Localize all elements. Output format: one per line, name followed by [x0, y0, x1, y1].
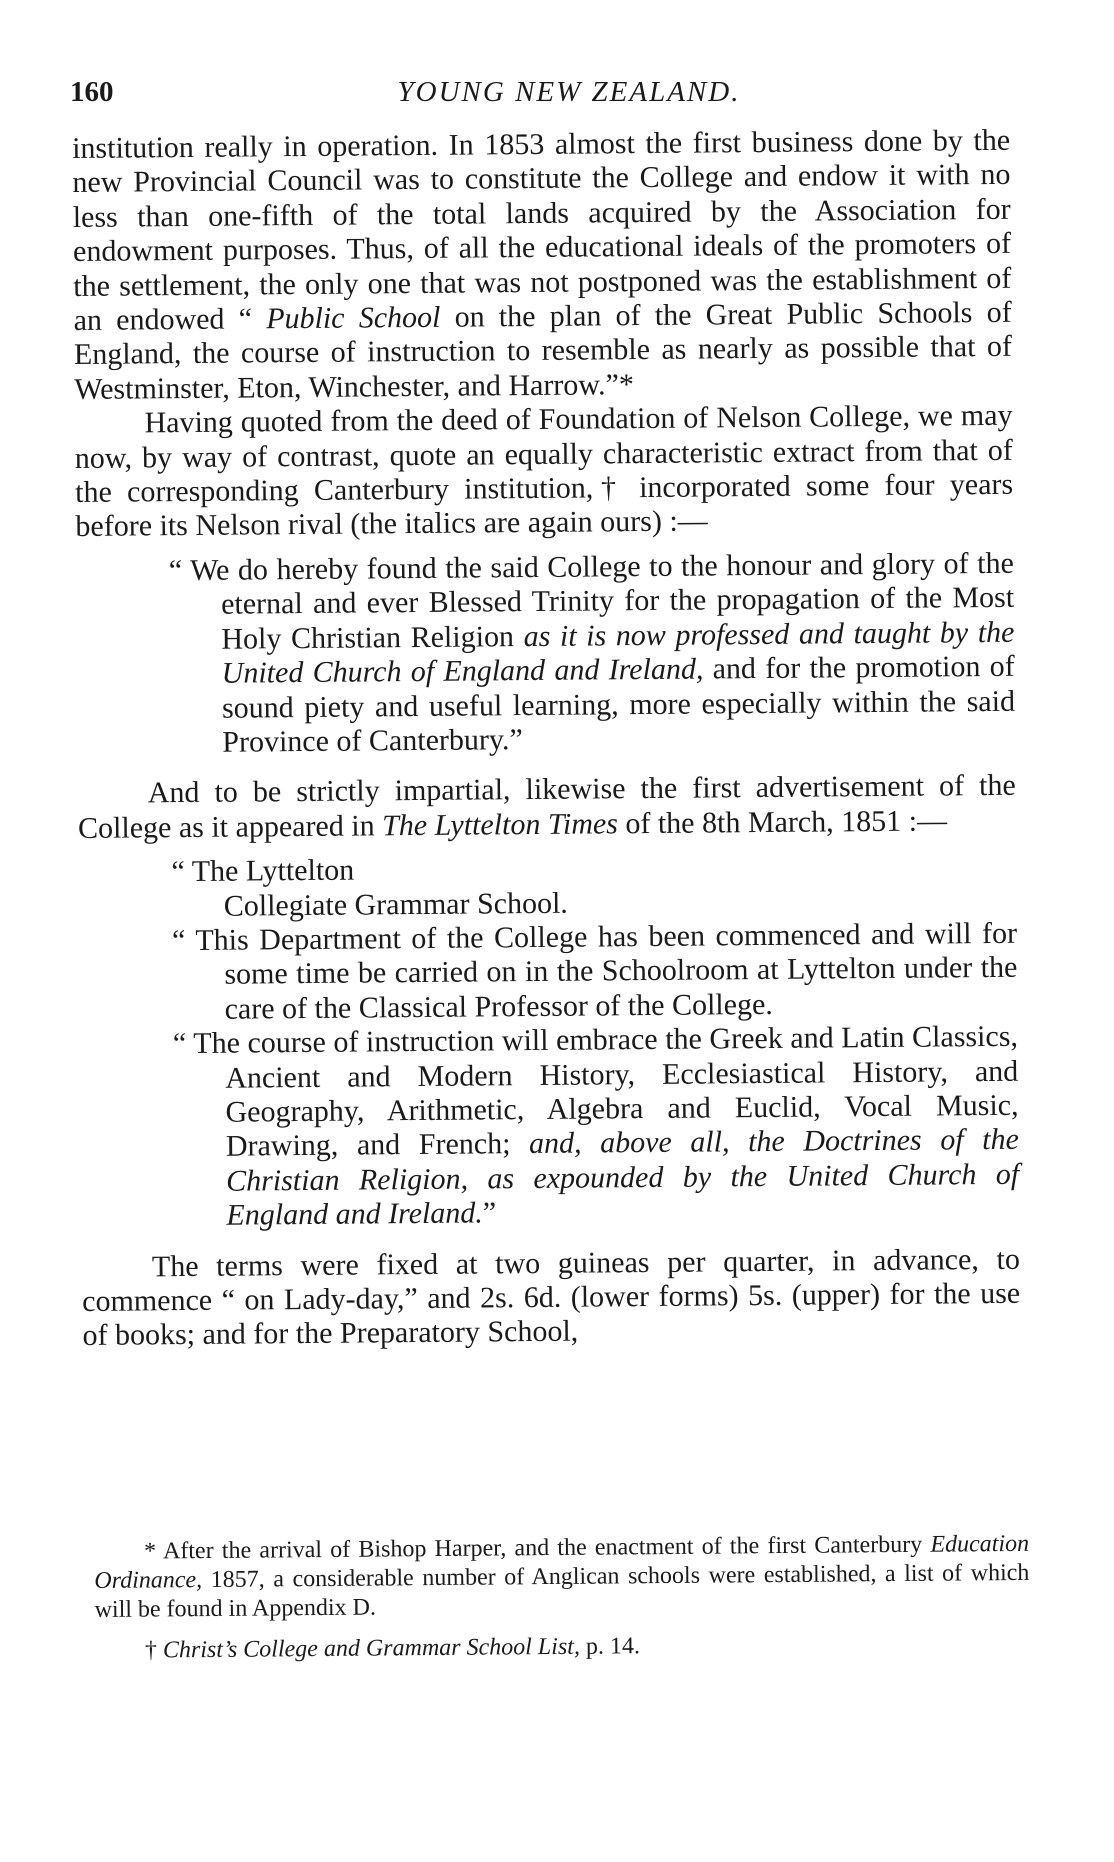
- block-quote-advert-course: “ The course of instruction will embrace the Greek and Latin Classics, Ancient and Modern History, Ecclesiastical History, and Geography, Arithmetic, Algebra and Euclid, Vocal Music, Drawing, and French; and, above all, the Doctrines of the Christian Religion, as expounded by the United Church of England and Ireland.”: [172, 1019, 1020, 1232]
- page-header: [70, 76, 1008, 116]
- paragraph: Having quoted from the deed of Foundation of Nelson College, we may now, by way of contrast, quote an equally characteristic extract from that of the corresponding Canterbury institution,† incorporated some four years before its Nelson rival (the italics are again ours) :—: [74, 399, 1014, 544]
- running-title: YOUNG NEW ZEALAND.: [397, 76, 741, 108]
- paragraph: And to be strictly impartial, likewise the first advertisement of the College as it appeared in The Lyttelton Times of the 8th March, 1851 :—: [77, 769, 1016, 845]
- footnote-dagger: † Christ’s College and Grammar School List, p. 14.: [144, 1633, 641, 1664]
- paragraph: The terms were fixed at two guineas per quarter, in advance, to commence “ on Lady-day,” and 2s. 6d. (lower forms) 5s. (upper) for the use of books; and for the Preparatory School,: [82, 1242, 1021, 1353]
- block-quote-advert-department: “ This Department of the College has been commenced and will for some time be carried on in the Schoolroom at Lyttelton under the care of the Classical Professor of the College.: [171, 916, 1018, 1026]
- footnotes: [94, 1530, 1030, 1666]
- footnote-asterisk: * After the arrival of Bishop Harper, and the enactment of the first Canterbury Education Ordinance, 1857, a considerable number of Anglican schools were established, a list of which will be found in Appendix D.: [94, 1530, 1030, 1623]
- paragraph: institution really in operation. In 1853 almost the first business done by the new Provincial Council was to constitute the College and endow it with no less than one-fifth of the total lands acquired by the Association for endowment purposes. Thus, of all the educational ideals of the promoters of the settlement, the only one that was not postponed was the establishment of an endowed “ Public School on the plan of the Great Public Schools of England, the course of instruction to resemble as nearly as possible that of Westminster, Eton, Winchester, and Harrow.”*: [72, 123, 1013, 406]
- block-quote-advert-title: “ The Lyttelton Collegiate Grammar School.: [171, 853, 568, 923]
- body-text: [72, 124, 1021, 1354]
- block-quote-charter: “ We do hereby found the said College to the honour and glory of the eternal and ever Blessed Trinity for the propagation of the Most Holy Christian Religion as it is now professed and taught by the United Church of England and Ireland, and for the promotion of sound piety and useful learning, more especially within the said Province of Canterbury.”: [168, 546, 1016, 759]
- page-number: 160: [70, 76, 114, 108]
